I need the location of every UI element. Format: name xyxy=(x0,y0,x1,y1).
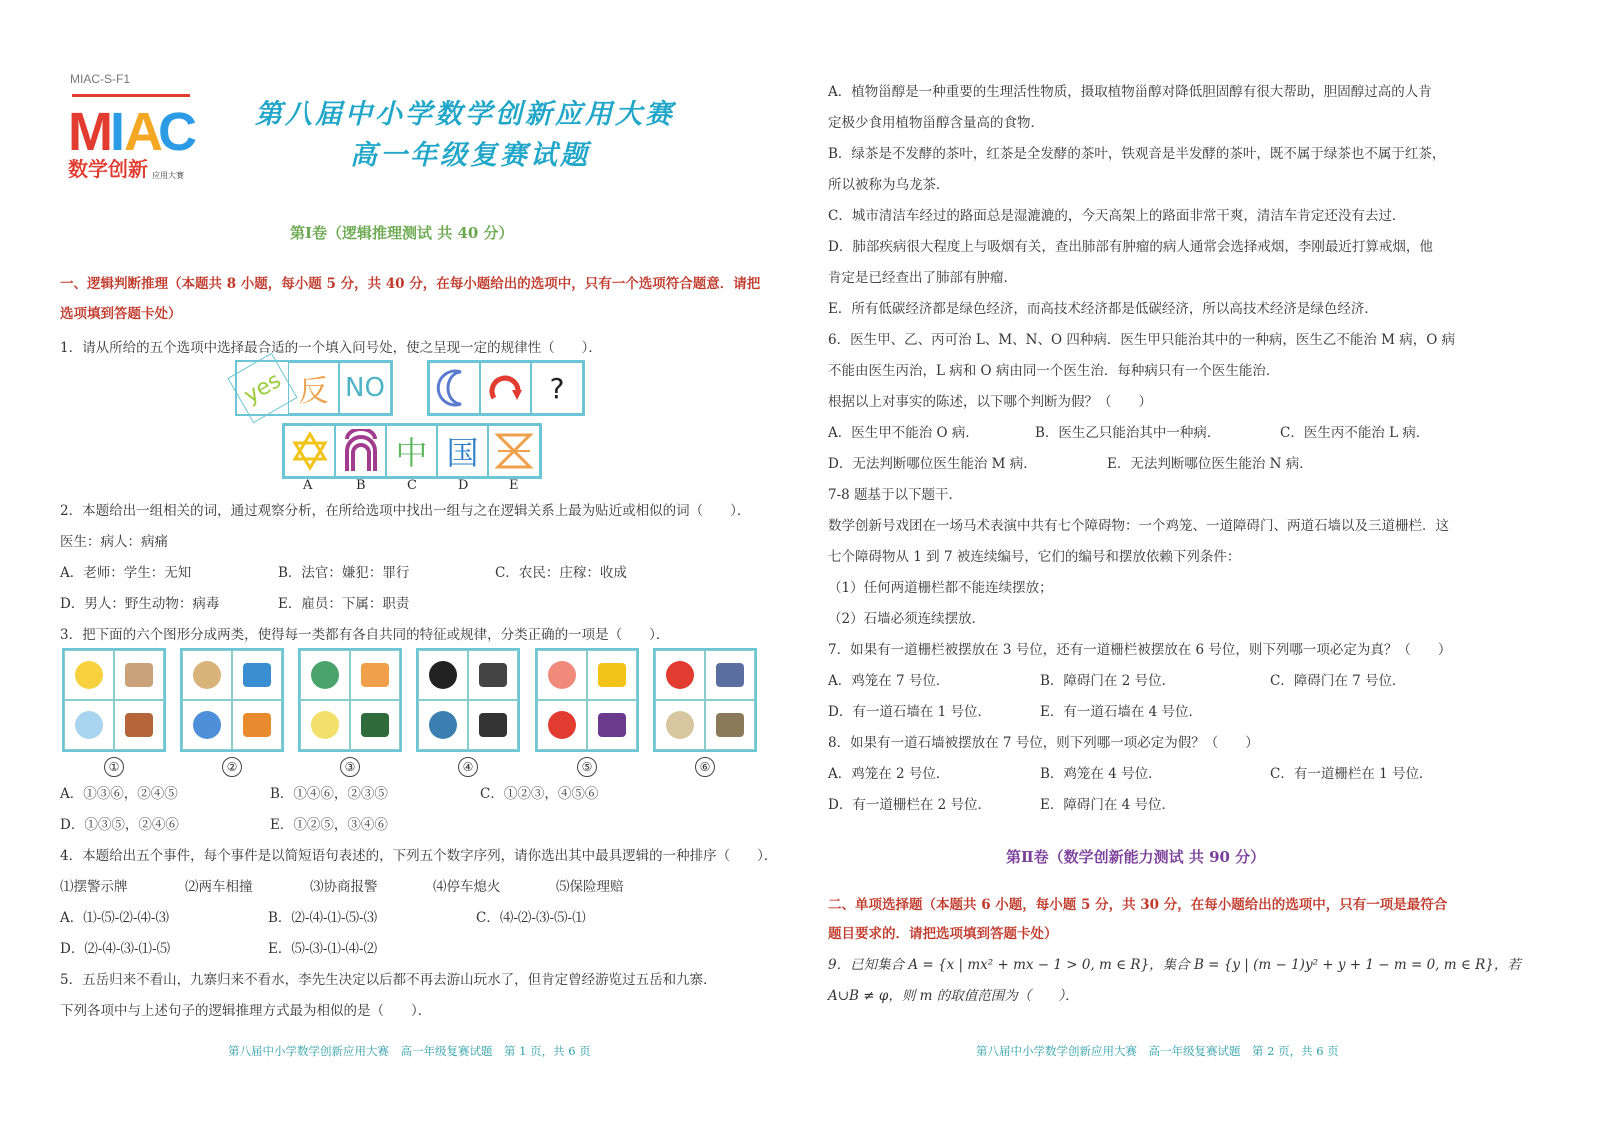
q2-stem: 医生：病人：病痛 xyxy=(60,534,168,550)
arrow-curve-icon xyxy=(480,362,531,414)
section2-heading-cont: 题目要求的．请把选项填到答题卡处） xyxy=(828,926,1058,942)
q3-picture xyxy=(300,650,350,700)
question-5-cont: 下列各项中与上述句子的逻辑推理方式最为相似的是（ ）． xyxy=(60,1003,432,1019)
q4-event-2: ⑵两车相撞 xyxy=(185,879,253,895)
q3-picture xyxy=(418,650,468,700)
page-1-footer: 第八届中小学数学创新应用大赛 高一年级复赛试题 第 1 页，共 6 页 xyxy=(228,1044,591,1058)
q3-option-d: D．①③⑤，②④⑥ xyxy=(60,817,179,833)
q3-figure-label: ② xyxy=(222,757,242,777)
q3-figure-label: ⑥ xyxy=(695,757,715,777)
q8-option-d: D．有一道栅栏在 2 号位． xyxy=(828,797,991,813)
q1-label-b: B xyxy=(356,478,366,493)
q4-event-5: ⑸保险理赔 xyxy=(556,879,624,895)
form-code: MIAC-S-F1 xyxy=(70,72,130,86)
q3-picture xyxy=(537,650,587,700)
svg-text:应用大赛: 应用大赛 xyxy=(152,171,184,180)
q6-option-c: C．医生丙不能治 L 病． xyxy=(1280,425,1430,441)
q6-option-a: A．医生甲不能治 O 病． xyxy=(828,425,979,441)
q78-heading: 7-8 题基于以下题干． xyxy=(828,487,963,503)
q3-picture xyxy=(182,650,232,700)
q7-option-b: B．障碍门在 2 号位． xyxy=(1040,673,1176,689)
q3-picture xyxy=(705,650,755,700)
q1-option-guo: 国 xyxy=(437,425,488,477)
q78-condition-2: （2）石墙必须连续摆放． xyxy=(828,611,986,627)
svg-text:数学创新: 数学创新 xyxy=(68,157,148,181)
question-6: 6．医生甲、乙、丙可治 L、M、N、O 四种病．医生甲只能治其中的一种病，医生乙不能治 M 病，O 病 xyxy=(828,332,1456,348)
q4-option-c: C．⑷-⑵-⑶-⑸-⑴ xyxy=(476,910,586,926)
contest-title: 第八届中小学数学创新应用大赛 xyxy=(255,99,675,130)
q3-option-b: B．①④⑥，②③⑤ xyxy=(270,786,388,802)
question-6-cont: 不能由医生丙治，L 病和 O 病由同一个医生治．每种病只有一个医生能治． xyxy=(828,363,1280,379)
section2-heading: 二、单项选择题（本题共 6 小题，每小题 5 分，共 30 分，在每小题给出的选项中，只有一项是最符合 xyxy=(828,897,1448,913)
q5-option-a: A．植物甾醇是一种重要的生理活性物质，摄取植物甾醇对降低胆固醇有很大帮助，胆固醇过高的人肯 xyxy=(828,84,1432,100)
q2-option-e: E．雇员：下属：职责 xyxy=(278,596,410,612)
q7-option-a: A．鸡笼在 7 号位． xyxy=(828,673,950,689)
page-2 xyxy=(800,0,1600,1130)
q3-figure-label: ③ xyxy=(340,757,360,777)
q6-option-d: D．无法判断哪位医生能治 M 病． xyxy=(828,456,1037,472)
q3-picture xyxy=(350,700,400,750)
moon-icon xyxy=(429,362,480,414)
question-7: 7．如果有一道栅栏被摆放在 3 号位，还有一道栅栏被摆放在 6 号位，则下列哪一项必定为真？（ ） xyxy=(828,642,1452,658)
svg-text:A: A xyxy=(124,102,163,162)
q4-option-e: E．⑸-⑶-⑴-⑷-⑵ xyxy=(268,941,378,957)
logo-letter-m: M xyxy=(68,102,113,162)
q3-picture xyxy=(114,700,164,750)
q3-figure-group xyxy=(653,648,757,752)
q3-picture xyxy=(418,700,468,750)
q3-picture xyxy=(182,700,232,750)
q3-picture xyxy=(587,650,637,700)
q4-event-1: ⑴摆警示牌 xyxy=(60,879,128,895)
q1-label-c: C xyxy=(407,478,417,493)
q5-option-b: B．绿茶是不发酵的茶叶，红茶是全发酵的茶叶，铁观音是半发酵的茶叶，既不属于绿茶也不属于红茶， xyxy=(828,146,1446,162)
q4-event-3: ⑶协商报警 xyxy=(310,879,378,895)
q3-picture xyxy=(468,700,518,750)
q1-sequence-right xyxy=(427,360,585,416)
q2-option-b: B．法官：嫌犯：罪行 xyxy=(278,565,410,581)
q1-label-d: D xyxy=(458,478,469,493)
question-9: 9．已知集合 A = {x | mx² + mx − 1 > 0, m ∈ R}，集合 B = {y | (m − 1)y² + y + 1 − m = 0, m ∈ R}，若 xyxy=(828,957,1521,973)
q3-figure-group xyxy=(180,648,284,752)
question-2: 2．本题给出一组相关的词，通过观察分析，在所给选项中找出一组与之在逻辑关系上最为贴近或相似的词（ ）． xyxy=(60,503,751,519)
q7-option-e: E．有一道石墙在 4 号位． xyxy=(1040,704,1203,720)
svg-text:I: I xyxy=(110,102,126,162)
part1-title: 第Ⅰ卷（逻辑推理测试 共 40 分） xyxy=(290,224,514,242)
q3-picture xyxy=(587,700,637,750)
section1-heading: 一、逻辑判断推理（本题共 8 小题，每小题 5 分，共 40 分，在每小题给出的选项中，只有一个选项符合题意．请把 xyxy=(60,276,761,292)
q3-picture xyxy=(232,650,282,700)
q3-picture xyxy=(468,650,518,700)
q3-picture xyxy=(350,650,400,700)
q7-option-c: C．障碍门在 7 号位． xyxy=(1270,673,1406,689)
q1-options xyxy=(282,423,542,479)
q5-option-e: E．所有低碳经济都是绿色经济，而高技术经济都是低碳经济，所以高技术经济是绿色经济． xyxy=(828,301,1378,317)
q3-figure-group xyxy=(298,648,402,752)
q3-option-c: C．①②③，④⑤⑥ xyxy=(480,786,599,802)
q1-option-zhong: 中 xyxy=(386,425,437,477)
q3-option-e: E．①②⑤，③④⑥ xyxy=(270,817,388,833)
q78-condition-1: （1）任何两道栅栏都不能连续摆放； xyxy=(828,580,1053,596)
q3-figure-label: ⑤ xyxy=(577,757,597,777)
q1-label-e: E xyxy=(509,478,519,493)
question-5: 5．五岳归来不看山，九寨归来不看水，李先生决定以后都不再去游山玩水了，但肯定曾经游览过五岳和九寨． xyxy=(60,972,717,988)
q3-figure-label: ④ xyxy=(458,757,478,777)
q2-option-c: C．农民：庄稼：收成 xyxy=(495,565,627,581)
q4-option-d: D．⑵-⑷-⑶-⑴-⑸ xyxy=(60,941,171,957)
q3-picture xyxy=(537,700,587,750)
q5-option-d-cont: 肯定是已经查出了肺部有肿瘤． xyxy=(828,270,1017,286)
q3-picture xyxy=(114,650,164,700)
star-of-david-icon xyxy=(284,425,335,477)
q3-picture xyxy=(64,650,114,700)
q4-option-b: B．⑵-⑷-⑴-⑸-⑶ xyxy=(268,910,378,926)
q1-cell-no: NO xyxy=(339,362,391,414)
q78-stem: 数学创新号戏团在一场马术表演中共有七个障碍物：一个鸡笼、一道障碍门、两道石墙以及三道栅栏．这 xyxy=(828,518,1449,534)
question-3: 3．把下面的六个图形分成两类，使得每一类都有各自共同的特征或规律，分类正确的一项是（ ）． xyxy=(60,627,670,643)
q1-cell-yes: yes xyxy=(227,353,297,424)
question-9-cont: A∪B ≠ φ，则 m 的取值范围为（ ）． xyxy=(828,988,1079,1004)
exam-subtitle: 高一年级复赛试题 xyxy=(350,140,590,171)
q3-figure-group xyxy=(535,648,639,752)
q8-option-b: B．鸡笼在 4 号位． xyxy=(1040,766,1162,782)
miac-logo xyxy=(66,92,196,184)
q1-sequence-left xyxy=(235,360,393,416)
question-4: 4．本题给出五个事件，每个事件是以简短语句表述的，下列五个数字序列，请你选出其中最具逻辑的一种排序（ ）． xyxy=(60,848,778,864)
hourglass-icon xyxy=(488,425,540,477)
svg-text:C: C xyxy=(158,102,196,162)
q1-label-a: A xyxy=(303,478,313,493)
q2-option-a: A．老师：学生：无知 xyxy=(60,565,192,581)
q2-option-d: D．男人：野生动物：病毒 xyxy=(60,596,220,612)
page-2-footer: 第八届中小学数学创新应用大赛 高一年级复赛试题 第 2 页，共 6 页 xyxy=(976,1044,1339,1058)
q3-figure-label: ① xyxy=(104,757,124,777)
question-1: 1．请从所给的五个选项中选择最合适的一个填入问号处，使之呈现一定的规律性（ ）． xyxy=(60,340,602,356)
q7-option-d: D．有一道石墙在 1 号位． xyxy=(828,704,991,720)
q3-picture xyxy=(655,650,705,700)
question-8: 8．如果有一道石墙被摆放在 7 号位，则下列哪一项必定为假？（ ） xyxy=(828,735,1259,751)
q5-option-c: C．城市清洁车经过的路面总是湿漉漉的，今天高架上的路面非常干爽，清洁车肯定还没有去过． xyxy=(828,208,1406,224)
question-6-ask: 根据以上对事实的陈述，以下哪个判断为假？（ ） xyxy=(828,394,1152,410)
q3-picture xyxy=(300,700,350,750)
q3-picture xyxy=(232,700,282,750)
part2-title: 第Ⅱ卷（数学创新能力测试 共 90 分） xyxy=(1006,848,1266,866)
q8-option-a: A．鸡笼在 2 号位． xyxy=(828,766,950,782)
q5-option-d: D．肺部疾病很大程度上与吸烟有关，查出肺部有肿瘤的病人通常会选择戒烟，李刚最近打算戒烟，他 xyxy=(828,239,1433,255)
q3-picture xyxy=(705,700,755,750)
q6-option-e: E．无法判断哪位医生能治 N 病． xyxy=(1107,456,1313,472)
q3-picture xyxy=(655,700,705,750)
section1-heading-cont: 选项填到答题卡处） xyxy=(60,306,182,322)
q8-option-c: C．有一道栅栏在 1 号位． xyxy=(1270,766,1433,782)
q3-figure-group xyxy=(62,648,166,752)
q4-option-a: A．⑴-⑸-⑵-⑷-⑶ xyxy=(60,910,169,926)
q3-option-a: A．①③⑥，②④⑤ xyxy=(60,786,178,802)
q6-option-b: B．医生乙只能治其中一种病． xyxy=(1035,425,1221,441)
q5-option-b-cont: 所以被称为乌龙茶． xyxy=(828,177,950,193)
q3-figure-group xyxy=(416,648,520,752)
q1-cell-fan: 反 xyxy=(288,362,339,414)
q3-picture xyxy=(64,700,114,750)
q5-option-a-cont: 定极少食用植物甾醇含量高的食物． xyxy=(828,115,1044,131)
q8-option-e: E．障碍门在 4 号位． xyxy=(1040,797,1176,813)
q78-stem-cont: 七个障碍物从 1 到 7 被连续编号，它们的编号和摆放依赖下列条件： xyxy=(828,549,1241,565)
q1-question-mark: ? xyxy=(531,362,583,414)
arches-icon xyxy=(335,425,386,477)
q4-event-4: ⑷停车熄火 xyxy=(433,879,501,895)
